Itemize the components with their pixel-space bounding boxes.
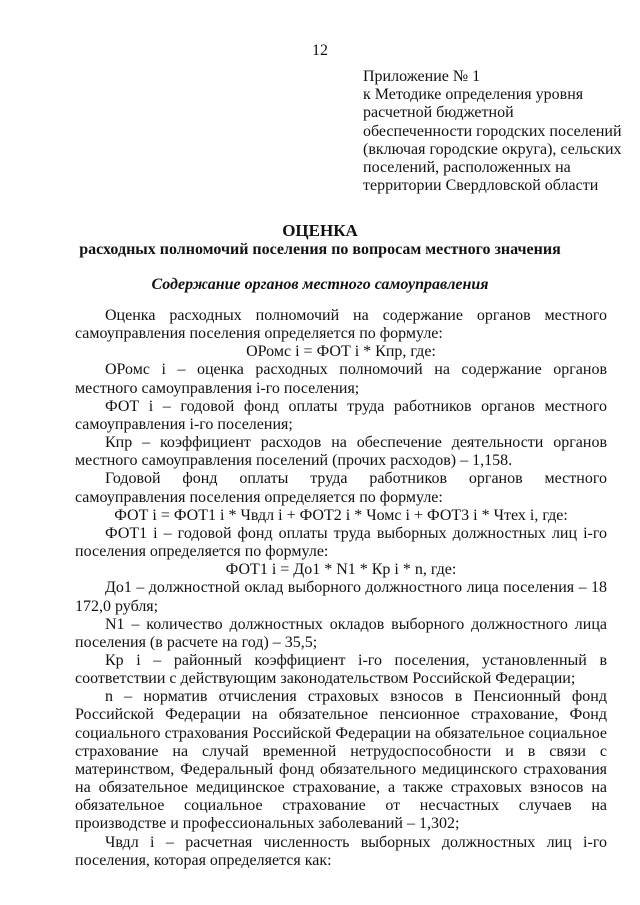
appendix-line: обеспеченности городских поселений [363,122,622,140]
section-title: Содержание органов местного самоуправления [151,276,489,293]
paragraph: ФОТ1 i – годовой фонд оплаты труда выборных должностных лиц i-го поселения определяется по формуле: [75,524,607,561]
appendix-line: расчетной бюджетной [363,104,514,122]
paragraph: Оценка расходных полномочий на содержание органов местного самоуправления поселения определяется по формуле: [75,307,607,343]
paragraph: ФОТ i – годовой фонд оплаты труда работников органов местного самоуправления i-го поселения; [75,397,607,433]
formula: ОРомс i = ФОТ i * Кпр, где: [246,343,436,361]
page-number: 12 [312,42,328,59]
paragraph: Годовой фонд оплаты труда работников органов местного самоуправления поселения определяется по формуле: [75,470,607,506]
document-title: ОЦЕНКА [282,221,358,240]
formula: ФОТ1 i = До1 * N1 * Кр i * n, где: [225,561,457,579]
document-body [75,307,607,870]
appendix-line: (включая городские округа), сельских [363,140,622,158]
document-subtitle: расходных полномочий поселения по вопросам местного значения [79,241,561,258]
appendix-line: поселений, расположенных на [363,159,571,177]
appendix-line: к Методике определения уровня [363,86,584,104]
appendix-line: Приложение № 1 [363,68,481,85]
paragraph: Кпр – коэффициент расходов на обеспечение деятельности органов местного самоуправления поселений (прочих расходов) – 1,158. [75,434,607,470]
paragraph: ОРомс i – оценка расходных полномочий на содержание органов местного самоуправления i-го поселения; [75,361,607,397]
appendix-block [363,68,623,195]
formula: ФОТ i = ФОТ1 i * Чвдл i + ФОТ2 i * Чомс i + ФОТ3 i * Чтех i, где: [114,506,568,524]
paragraph: Кр i – районный коэффициент i-го поселения, установленный в соответствии с действующим законодательством Российской Федерации; [75,651,607,688]
paragraph: Чвдл i – расчетная численность выборных должностных лиц i-го поселения, которая определяется как: [75,833,607,869]
appendix-line: территории Свердловской области [363,177,599,195]
paragraph: N1 – количество должностных окладов выборного должностного лица поселения (в расчете на год) – 35,5; [75,615,607,651]
paragraph: n – норматив отчисления страховых взносов в Пенсионный фонд Российской Федерации на обязательное пенсионное страхование, Фонд социального страхования Российской Федерации на обязательное социальное страхование на случай временной нетрудоспособности и в связи с материнством, Федеральный фонд обязательного медицинского страхования на обязательное медицинское страхование, а также страховых взносов на обязательное социальное страхование от несчастных случаев на производстве и профессиональных заболеваний – 1,302; [75,688,607,833]
paragraph: До1 – должностной оклад выборного должностного лица поселения – 18 172,0 рубля; [75,579,607,615]
